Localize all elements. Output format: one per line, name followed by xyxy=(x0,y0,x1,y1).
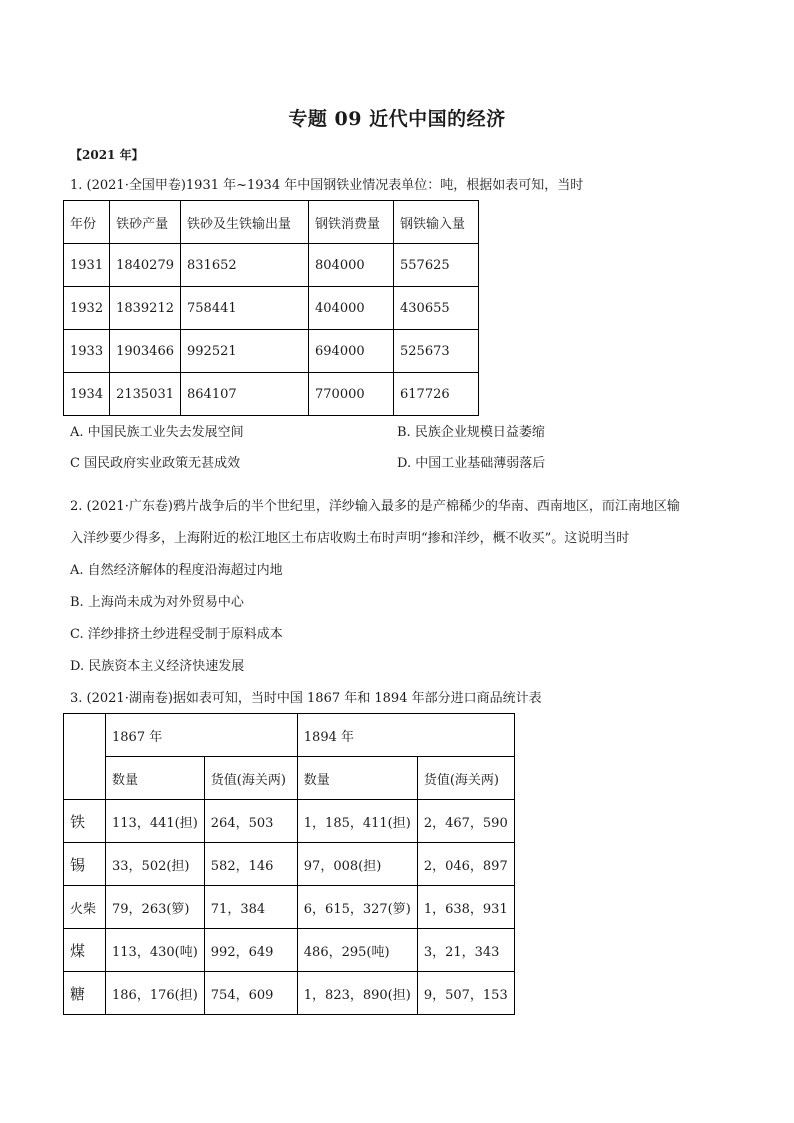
table-header-cell: 货值(海关两) xyxy=(204,757,297,800)
table-cell: 1933 xyxy=(64,330,110,373)
table-cell: 1903466 xyxy=(110,330,181,373)
table-cell: 1931 xyxy=(64,244,110,287)
q2-option-a: A. 自然经济解体的程度沿海超过内地 xyxy=(70,563,283,578)
table-row xyxy=(64,330,479,373)
table-header-row xyxy=(64,714,515,757)
table-cell: 770000 xyxy=(309,373,394,416)
table-cell: 6，615，327(箩) xyxy=(297,886,417,929)
q2-stem-line2: 入洋纱要少得多，上海附近的松江地区土布店收购土布时声明“掺和洋纱，概不收买”。这说明当时 xyxy=(70,531,630,546)
table-cell: 992521 xyxy=(181,330,309,373)
table-cell: 404000 xyxy=(309,287,394,330)
table-cell: 617726 xyxy=(394,373,479,416)
table-cell: 79，263(箩) xyxy=(106,886,205,929)
table-row xyxy=(64,244,479,287)
table-cell: 186，176(担) xyxy=(106,972,205,1015)
table-header-cell: 年份 xyxy=(64,201,110,244)
q2-stem-line1: 2. (2021·广东卷)鸦片战争后的半个世纪里，洋纱输入最多的是产棉稀少的华南、西南地区，而江南地区输 xyxy=(70,499,680,514)
table-cell: 113，430(吨) xyxy=(106,929,205,972)
table-corner-cell xyxy=(64,714,106,800)
table-cell: 3，21，343 xyxy=(417,929,514,972)
table-cell: 525673 xyxy=(394,330,479,373)
table-row-label: 锡 xyxy=(64,843,106,886)
q1-option-c: C 国民政府实业政策无甚成效 xyxy=(70,456,241,471)
table-cell: 1932 xyxy=(64,287,110,330)
table-header-cell: 钢铁消费量 xyxy=(309,201,394,244)
table-cell: 831652 xyxy=(181,244,309,287)
table-cell: 97，008(担) xyxy=(297,843,417,886)
q1-option-a: A. 中国民族工业失去发展空间 xyxy=(70,425,244,440)
page-title: 专题 09 近代中国的经济 xyxy=(288,108,506,130)
table-cell: 430655 xyxy=(394,287,479,330)
table-cell: 694000 xyxy=(309,330,394,373)
table-row xyxy=(64,929,515,972)
q1-option-b: B. 民族企业规模日益萎缩 xyxy=(397,425,545,440)
table-header-cell: 数量 xyxy=(106,757,205,800)
q2-option-c: C. 洋纱排挤土纱进程受制于原料成本 xyxy=(70,627,283,642)
table-header-cell: 数量 xyxy=(297,757,417,800)
table-header-cell: 铁砂产量 xyxy=(110,201,181,244)
table-row-label: 煤 xyxy=(64,929,106,972)
table-header-cell: 铁砂及生铁输出量 xyxy=(181,201,309,244)
table-row xyxy=(64,972,515,1015)
table-cell: 71，384 xyxy=(204,886,297,929)
table-cell: 486，295(吨) xyxy=(297,929,417,972)
table-cell: 1840279 xyxy=(110,244,181,287)
table-cell: 754，609 xyxy=(204,972,297,1015)
table-row xyxy=(64,287,479,330)
table-cell: 1，185，411(担) xyxy=(297,800,417,843)
table-cell: 2，046，897 xyxy=(417,843,514,886)
table-header-row xyxy=(64,201,479,244)
q3-stem: 3. (2021·湖南卷)据如表可知，当时中国 1867 年和 1894 年部分进口商品统计表 xyxy=(70,691,542,706)
table-cell: 264，503 xyxy=(204,800,297,843)
table-row-label: 糖 xyxy=(64,972,106,1015)
q1-stem: 1. (2021·全国甲卷)1931 年~1934 年中国钢铁业情况表单位：吨，根据如表可知，当时 xyxy=(70,178,584,193)
table-cell: 9，507，153 xyxy=(417,972,514,1015)
table-row-label: 火柴 xyxy=(64,886,106,929)
table-row-label: 铁 xyxy=(64,800,106,843)
table-header-cell: 钢铁输入量 xyxy=(394,201,479,244)
table-cell: 1839212 xyxy=(110,287,181,330)
q1-table xyxy=(63,200,479,416)
table-cell: 2，467，590 xyxy=(417,800,514,843)
table-cell: 804000 xyxy=(309,244,394,287)
table-cell: 113，441(担) xyxy=(106,800,205,843)
table-row xyxy=(64,800,515,843)
q2-option-b: B. 上海尚未成为对外贸易中心 xyxy=(70,595,244,610)
table-cell: 864107 xyxy=(181,373,309,416)
table-subheader-row xyxy=(64,757,515,800)
q1-option-d: D. 中国工业基础薄弱落后 xyxy=(397,456,546,471)
q2-option-d: D. 民族资本主义经济快速发展 xyxy=(70,659,245,674)
table-cell: 582，146 xyxy=(204,843,297,886)
table-cell: 1，823，890(担) xyxy=(297,972,417,1015)
q3-table xyxy=(63,713,515,1015)
year-section-tag: 【2021 年】 xyxy=(70,148,144,162)
table-cell: 1934 xyxy=(64,373,110,416)
table-row xyxy=(64,843,515,886)
table-header-cell: 货值(海关两) xyxy=(417,757,514,800)
table-row xyxy=(64,373,479,416)
table-cell: 33，502(担) xyxy=(106,843,205,886)
table-row xyxy=(64,886,515,929)
table-cell: 2135031 xyxy=(110,373,181,416)
table-cell: 758441 xyxy=(181,287,309,330)
table-cell: 557625 xyxy=(394,244,479,287)
table-cell: 1，638，931 xyxy=(417,886,514,929)
table-cell: 992，649 xyxy=(204,929,297,972)
table-header-cell: 1867 年 xyxy=(106,714,298,757)
table-header-cell: 1894 年 xyxy=(297,714,514,757)
